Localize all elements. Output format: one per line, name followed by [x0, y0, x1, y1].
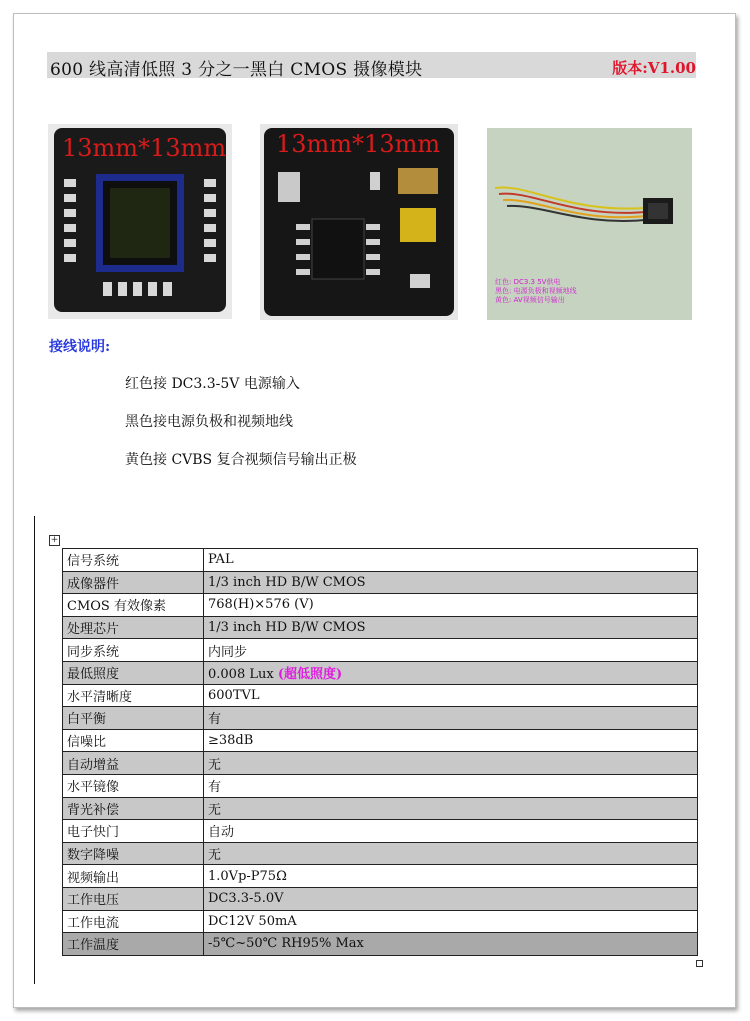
- table-row: [63, 752, 698, 775]
- spec-label: 最低照度: [63, 661, 204, 684]
- spec-label: 电子快门: [63, 820, 204, 843]
- spec-label: 成像器件: [63, 571, 204, 594]
- spec-value-cell: [204, 752, 698, 775]
- spec-value: 内同步: [208, 644, 248, 660]
- spec-value-cell: [204, 661, 698, 684]
- spec-value: 1/3 inch HD B/W CMOS: [208, 620, 366, 636]
- spec-label: 信号系统: [63, 549, 204, 572]
- spec-label: 自动增益: [63, 752, 204, 775]
- size-label-2: 13mm*13mm: [276, 130, 441, 158]
- table-row: [63, 933, 698, 956]
- spec-value-cell: [204, 549, 698, 572]
- version-label: 版本:V1.00: [612, 59, 696, 77]
- spec-value-cell: [204, 616, 698, 639]
- wiring-item-yellow: 黄色接 CVBS 复合视频信号输出正极: [125, 452, 357, 468]
- spec-label: 工作电流: [63, 910, 204, 933]
- wired-module-image: [487, 128, 692, 320]
- margin-bar: [34, 516, 35, 984]
- table-row: [63, 910, 698, 933]
- spec-value-cell: [204, 865, 698, 888]
- spec-value-cell: [204, 933, 698, 956]
- table-row: [63, 594, 698, 617]
- spec-label: 信噪比: [63, 729, 204, 752]
- wiring-item-red: 红色接 DC3.3-5V 电源输入: [125, 376, 300, 392]
- caption-line-1: 红色: DC3.3 5V供电: [495, 278, 561, 286]
- spec-value: 1.0Vp-P75Ω: [208, 868, 287, 884]
- spec-value: 无: [208, 802, 222, 818]
- size-label-1: 13mm*13mm: [62, 134, 227, 162]
- table-row: [63, 549, 698, 572]
- caption-line-3: 黄色: AV视频信号输出: [495, 296, 565, 304]
- table-row: [63, 842, 698, 865]
- circuit-board-image: [260, 124, 458, 320]
- table-row: [63, 639, 698, 662]
- spec-label: 白平衡: [63, 707, 204, 730]
- spec-value: 无: [208, 848, 222, 864]
- spec-value: ≥38dB: [208, 733, 254, 749]
- spec-value-cell: [204, 774, 698, 797]
- spec-value-cell: [204, 571, 698, 594]
- spec-label: 工作温度: [63, 933, 204, 956]
- spec-value-cell: [204, 594, 698, 617]
- table-row: [63, 729, 698, 752]
- table-row: [63, 616, 698, 639]
- wired-module-photo: [487, 128, 692, 320]
- spec-value: PAL: [208, 552, 234, 568]
- spec-value: -5℃~50℃ RH95% Max: [208, 936, 364, 952]
- caption-line-2: 黑色: 电源负极和视频地线: [495, 287, 577, 295]
- spec-value: 无: [208, 757, 222, 773]
- table-row: [63, 887, 698, 910]
- spec-value: 768(H)×576 (V): [208, 597, 314, 613]
- spec-value-cell: [204, 797, 698, 820]
- spec-label: 视频输出: [63, 865, 204, 888]
- circuit-board-photo: [260, 124, 458, 320]
- table-row: [63, 820, 698, 843]
- table-row: [63, 707, 698, 730]
- sensor-board-image: [48, 124, 232, 319]
- spec-value-cell: [204, 842, 698, 865]
- table-row: [63, 865, 698, 888]
- table-row: [63, 774, 698, 797]
- spec-value-cell: [204, 910, 698, 933]
- spec-label: 水平清晰度: [63, 684, 204, 707]
- table-row: [63, 684, 698, 707]
- spec-value-cell: [204, 707, 698, 730]
- spec-label: 数字降噪: [63, 842, 204, 865]
- table-row: [63, 661, 698, 684]
- spec-value: 600TVL: [208, 687, 260, 703]
- table-resize-handle[interactable]: [696, 960, 703, 967]
- wiring-item-black: 黑色接电源负极和视频地线: [125, 414, 293, 430]
- table-row: [63, 797, 698, 820]
- spec-label: 背光补偿: [63, 797, 204, 820]
- spec-table: [62, 548, 698, 956]
- spec-value: 有: [208, 712, 222, 728]
- spec-label: CMOS 有效像素: [63, 594, 204, 617]
- table-move-handle[interactable]: +: [50, 535, 59, 545]
- spec-label: 处理芯片: [63, 616, 204, 639]
- wiring-title: 接线说明:: [49, 339, 111, 355]
- spec-value: 自动: [208, 825, 235, 841]
- spec-label: 同步系统: [63, 639, 204, 662]
- spec-value: 有: [208, 780, 222, 796]
- spec-note: (超低照度): [277, 667, 343, 683]
- spec-value-cell: [204, 684, 698, 707]
- spec-value: 1/3 inch HD B/W CMOS: [208, 574, 366, 590]
- spec-value-cell: [204, 820, 698, 843]
- spec-value: DC3.3-5.0V: [208, 891, 284, 907]
- spec-value-cell: [204, 639, 698, 662]
- spec-value-cell: [204, 729, 698, 752]
- document-title: 600 线高清低照 3 分之一黑白 CMOS 摄像模块: [50, 60, 423, 80]
- spec-value: DC12V 50mA: [208, 913, 297, 929]
- table-row: [63, 571, 698, 594]
- spec-value: 0.008 Lux: [208, 667, 278, 683]
- spec-value-cell: [204, 887, 698, 910]
- spec-label: 水平镜像: [63, 774, 204, 797]
- sensor-board-photo: [48, 124, 232, 319]
- spec-label: 工作电压: [63, 887, 204, 910]
